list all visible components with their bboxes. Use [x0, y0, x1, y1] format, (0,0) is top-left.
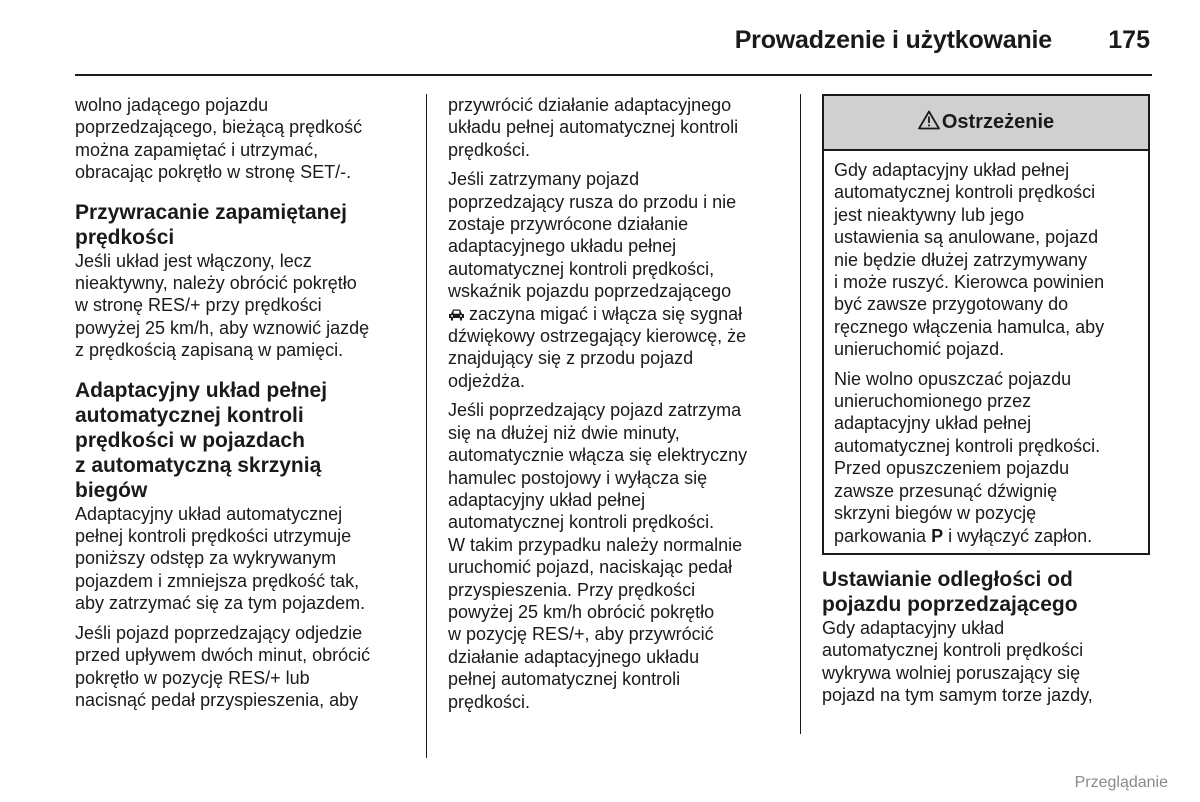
warning-paragraph — [834, 368, 1138, 547]
paragraph: Adaptacyjny układ automatycznej pełnej kontroli prędkości utrzymuje poniższy odstęp za wykrywanym pojazdem i zmniejsza prędkość tak, aby zatrzymać się za tym pojazdem. — [75, 503, 366, 614]
section-heading: Adaptacyjny układ pełnej automatycznej kontroli prędkości w pojazdach z automatyczną skrzynią biegów — [75, 378, 328, 502]
page-number: 175 — [1108, 26, 1150, 54]
warning-triangle-icon — [918, 110, 942, 135]
warning-text: Nie wolno opuszczać pojazdu unieruchomionego przez adaptacyjny układ pełnej automatycznej kontroli prędkości. Przed opuszczeniem pojazdu zawsze przesunąć dźwignię skrzyni biegów w pozycję parkowania — [834, 368, 1101, 546]
column-divider-1 — [426, 94, 427, 758]
vehicle-ahead-icon — [448, 304, 465, 317]
paragraph-text: zaczyna migać i włącza się sygnał dźwiękowy ostrzegający kierowcę, że znajdujący się z przodu pojazd odjeżdża. — [448, 303, 747, 391]
warning-title: Ostrzeżenie — [941, 111, 1055, 134]
paragraph: Jeśli poprzedzający pojazd zatrzyma się na dłużej niż dwie minuty, automatycznie włącza się elektryczny hamulec postojowy i wyłącza się adaptacyjny układ pełnej automatycznej kontroli prędkości. W takim przypadku należy normalnie uruchomić pojazd, naciskając pedał przyspieszenia. Przy prędkości powyżej 25 km/h obrócić pokrętło w pozycję RES/+, aby przywrócić działanie adaptacyjnego układu pełnej automatycznej kontroli prędkości. — [448, 400, 748, 712]
paragraph-text: Jeśli zatrzymany pojazd poprzedzający rusza do przodu i nie zostaje przywrócone działanie adaptacyjnego układu pełnej automatycznej kontroli prędkości, wskaźnik pojazdu poprzedzającego — [448, 169, 737, 302]
paragraph-with-icon — [448, 168, 783, 392]
park-position-label: P — [931, 525, 944, 546]
paragraph: wolno jadącego pojazdu poprzedzającego, bieżącą prędkość można zapamiętać i utrzymać, obracając pokrętło w stronę SET/-. — [75, 95, 363, 183]
paragraph: Jeśli pojazd poprzedzający odjedzie przed upływem dwóch minut, obrócić pokrętło w pozycję RES/+ lub nacisnąć pedał przyspieszenia, aby — [75, 622, 371, 710]
section-heading: Ustawianie odległości od pojazdu poprzedzającego — [822, 567, 1078, 616]
paragraph: przywrócić działanie adaptacyjnego układu pełnej automatycznej kontroli prędkości. — [448, 95, 739, 160]
section-heading: Przywracanie zapamiętanej prędkości — [75, 200, 347, 249]
warning-box — [822, 94, 1150, 555]
browse-link[interactable]: Przeglądanie — [1074, 774, 1168, 791]
column-3 — [822, 94, 1150, 714]
warning-header — [824, 96, 1148, 151]
column-divider-2 — [800, 94, 801, 734]
paragraph: Jeśli układ jest włączony, lecz nieaktywny, należy obrócić pokrętło w stronę RES/+ przy prędkości powyżej 25 km/h, aby wznowić jazdę z prędkością zapisaną w pamięci. — [75, 250, 370, 361]
warning-body — [824, 151, 1148, 553]
warning-paragraph: Gdy adaptacyjny układ pełnej automatycznej kontroli prędkości jest nieaktywny lub jego ustawienia są anulowane, pojazd nie będzie dłużej zatrzymywany i może ruszyć. Kierowca powinien być zawsze przygotowany do ręcznego włączenia hamulca, aby unieruchomić pojazd. — [834, 160, 1105, 360]
header-divider — [75, 74, 1152, 76]
section-title: Prowadzenie i użytkowanie — [734, 26, 1052, 54]
paragraph: Gdy adaptacyjny układ automatycznej kontroli prędkości wykrywa wolniej poruszający się pojazd na tym samym torze jazdy, — [822, 617, 1093, 706]
warning-text: i wyłączyć zapłon. — [943, 525, 1093, 546]
column-1 — [75, 94, 407, 718]
column-2 — [448, 94, 783, 720]
